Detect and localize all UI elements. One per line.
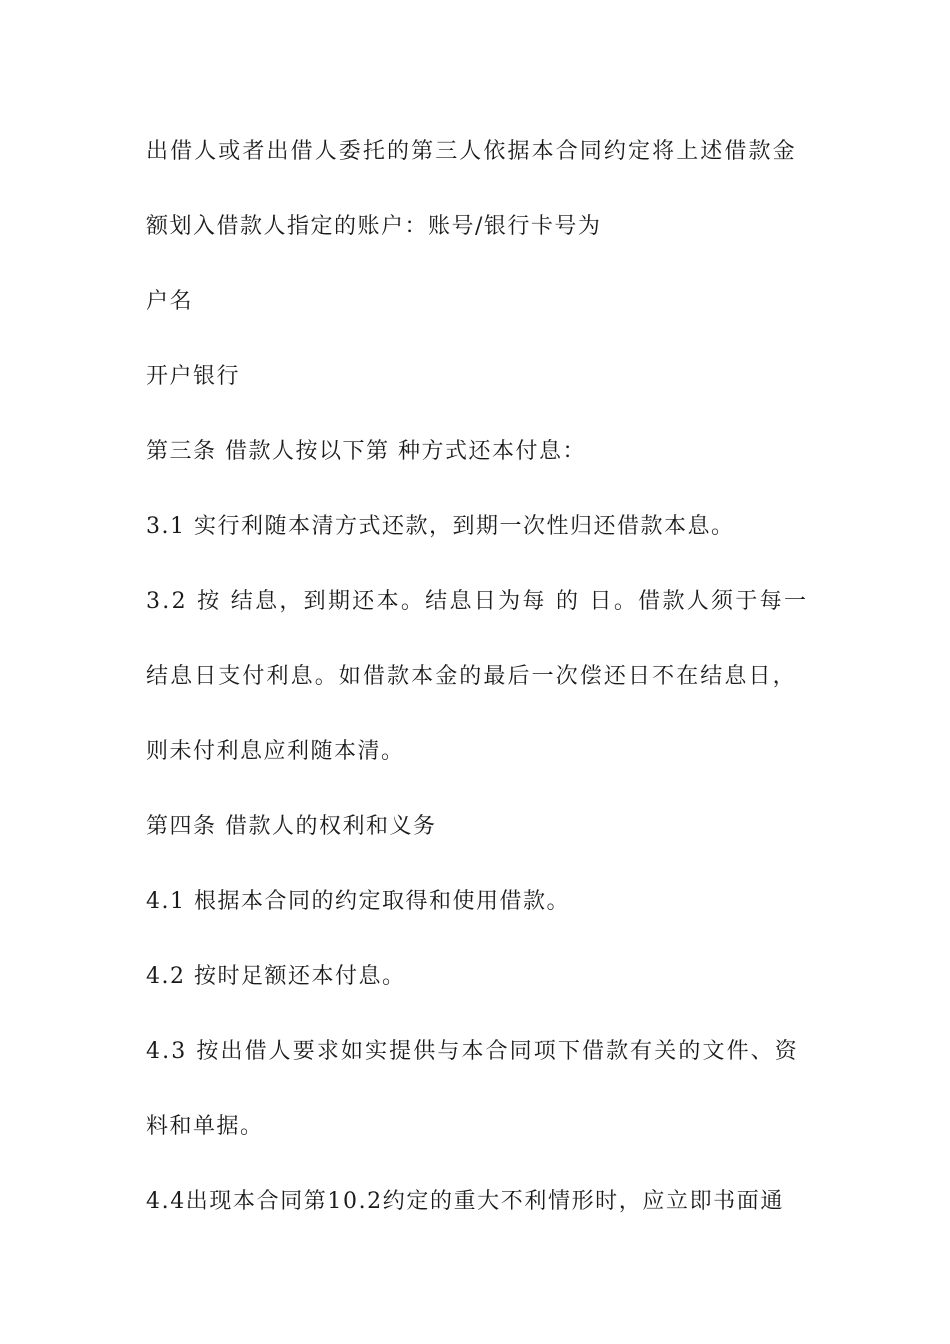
clause-text: 4.2 按时足额还本付息。 [146,964,406,989]
text-line: 开户银行 [146,364,241,389]
text-line: 出借人或者出借人委托的第三人依据本合同约定将上述借款金 [146,139,797,164]
text-line: 额划入借款人指定的账户：账号/银行卡号为 [146,214,602,239]
clause-text: 4.1 根据本合同的约定取得和使用借款。 [146,889,570,914]
clause-text: 则未付利息应利随本清。 [146,739,405,764]
clause-text: 3.2 按 结息，到期还本。结息日为每 的 日。借款人须于每一 [146,589,809,614]
clause-text: 3.1 实行利随本清方式还款，到期一次性归还借款本息。 [146,514,735,539]
article-heading: 第三条 借款人按以下第 种方式还本付息： [146,439,586,464]
text-line: 户名 [146,289,194,314]
clause-text: 4.4出现本合同第10.2约定的重大不利情形时，应立即书面通 [146,1189,784,1214]
clause-text: 4.3 按出借人要求如实提供与本合同项下借款有关的文件、资 [146,1039,799,1064]
clause-text: 料和单据。 [146,1114,264,1139]
clause-text: 结息日支付利息。如借款本金的最后一次偿还日不在结息日， [146,664,797,689]
article-heading: 第四条 借款人的权利和义务 [146,814,437,839]
